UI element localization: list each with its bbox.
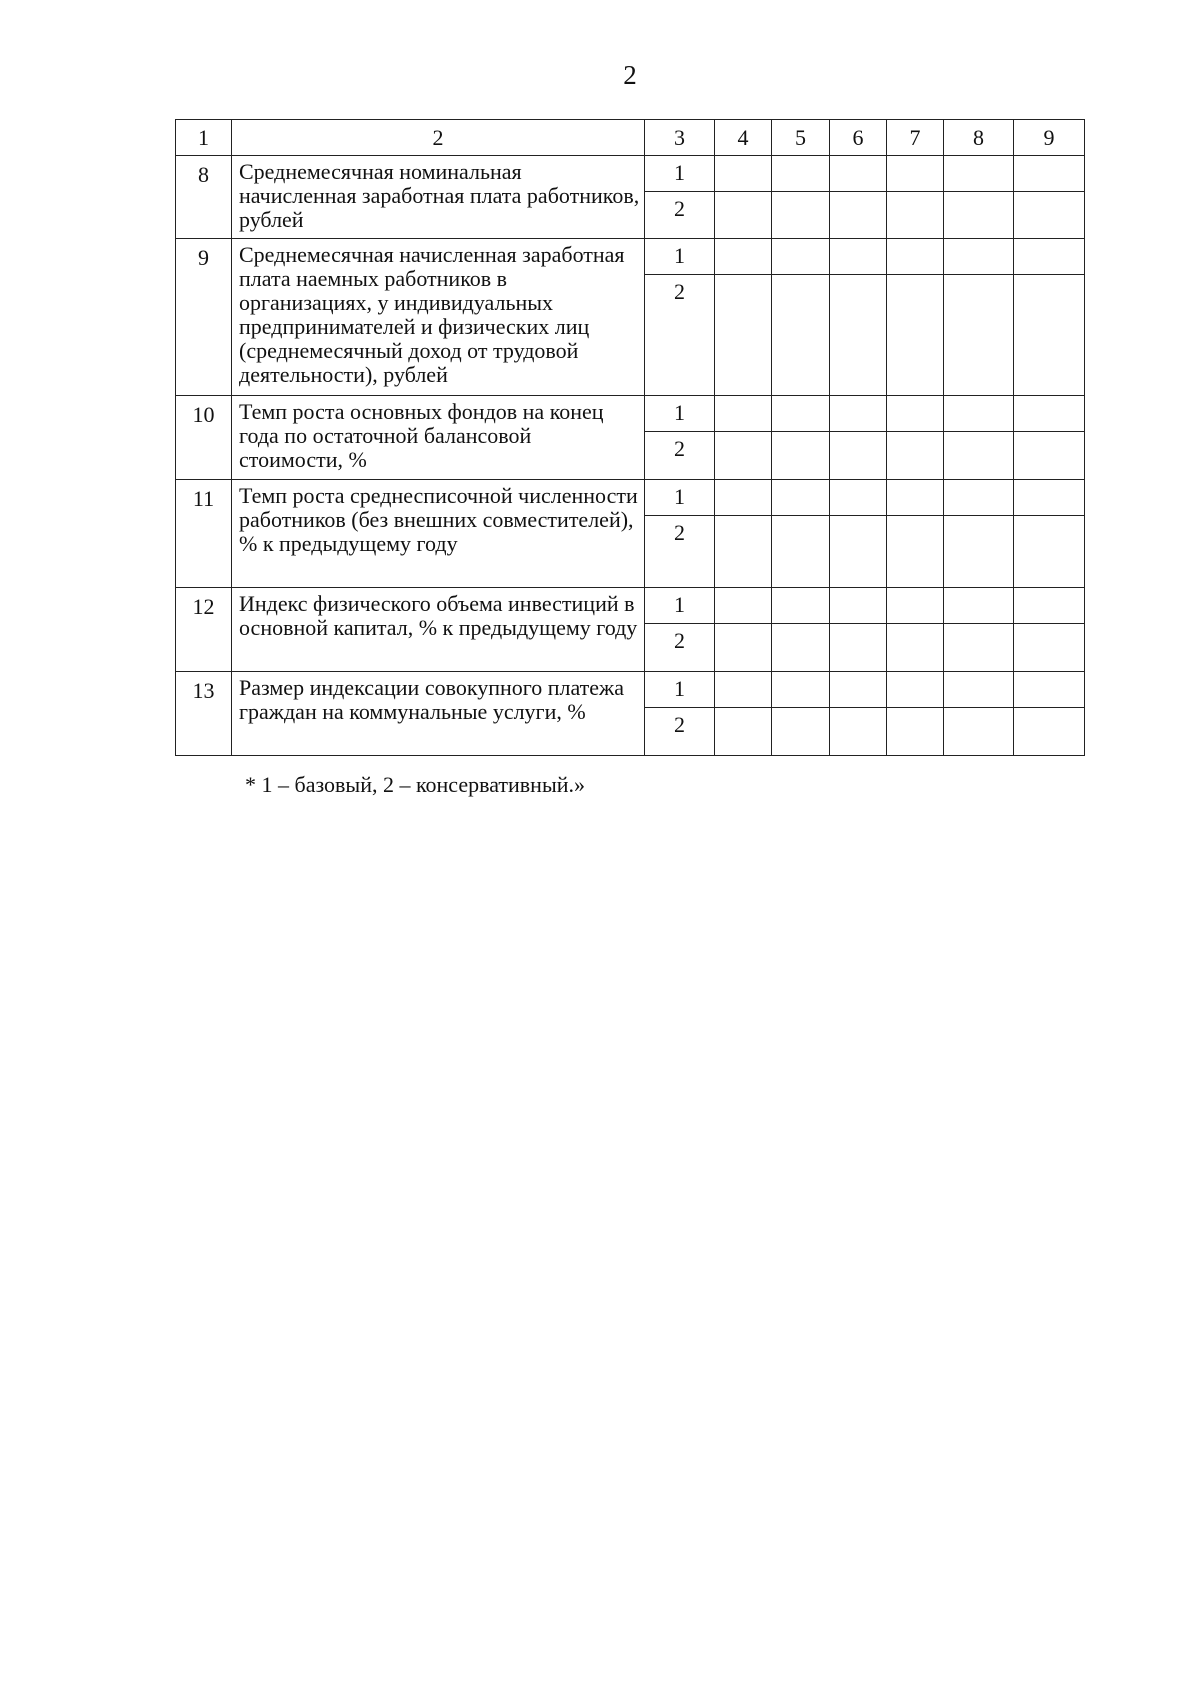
value-cell: [1014, 156, 1085, 192]
table-row: [176, 672, 1085, 708]
variant-cell: 2: [645, 275, 715, 396]
value-cell: [887, 624, 944, 672]
value-cell: [830, 192, 887, 239]
value-cell: [715, 588, 772, 624]
indicator-name: Темп роста среднесписочной численности работников (без внешних совместителей), % к предыдущему году: [232, 480, 645, 588]
value-cell: [772, 432, 830, 480]
indicator-name: Индекс физического объема инвестиций в основной капитал, % к предыдущему году: [232, 588, 645, 672]
value-cell: [1014, 192, 1085, 239]
value-cell: [715, 239, 772, 275]
header-cell: 8: [944, 120, 1014, 156]
value-cell: [772, 192, 830, 239]
variant-cell: 1: [645, 480, 715, 516]
value-cell: [1014, 624, 1085, 672]
value-cell: [887, 275, 944, 396]
value-cell: [772, 624, 830, 672]
variant-cell: 1: [645, 156, 715, 192]
value-cell: [715, 516, 772, 588]
value-cell: [772, 588, 830, 624]
value-cell: [715, 624, 772, 672]
value-cell: [1014, 396, 1085, 432]
value-cell: [830, 239, 887, 275]
header-cell: 4: [715, 120, 772, 156]
value-cell: [830, 275, 887, 396]
footnote: * 1 – базовый, 2 – консервативный.»: [245, 772, 586, 797]
variant-cell: 1: [645, 396, 715, 432]
variant-cell: 2: [645, 516, 715, 588]
value-cell: [1014, 432, 1085, 480]
value-cell: [944, 239, 1014, 275]
table-row: [176, 480, 1085, 516]
value-cell: [715, 156, 772, 192]
table-row: [176, 588, 1085, 624]
value-cell: [830, 156, 887, 192]
value-cell: [830, 588, 887, 624]
value-cell: [887, 480, 944, 516]
header-cell: 9: [1014, 120, 1085, 156]
value-cell: [887, 239, 944, 275]
table-header-row: [176, 120, 1085, 156]
value-cell: [944, 588, 1014, 624]
value-cell: [772, 156, 830, 192]
indicator-name: Среднемесячная номинальная начисленная заработная плата работников, рублей: [232, 156, 645, 239]
value-cell: [887, 156, 944, 192]
value-cell: [1014, 672, 1085, 708]
value-cell: [944, 708, 1014, 756]
value-cell: [772, 672, 830, 708]
value-cell: [830, 516, 887, 588]
value-cell: [1014, 588, 1085, 624]
header-cell: 7: [887, 120, 944, 156]
value-cell: [830, 432, 887, 480]
value-cell: [772, 275, 830, 396]
value-cell: [715, 192, 772, 239]
value-cell: [1014, 275, 1085, 396]
variant-cell: 2: [645, 432, 715, 480]
page-number: 2: [623, 60, 637, 90]
header-cell: 5: [772, 120, 830, 156]
value-cell: [715, 275, 772, 396]
row-number: 13: [176, 672, 232, 756]
value-cell: [1014, 708, 1085, 756]
header-cell: 3: [645, 120, 715, 156]
table-row: [176, 396, 1085, 432]
value-cell: [944, 624, 1014, 672]
value-cell: [944, 156, 1014, 192]
value-cell: [1014, 480, 1085, 516]
variant-cell: 1: [645, 588, 715, 624]
value-cell: [944, 480, 1014, 516]
row-number: 11: [176, 480, 232, 588]
value-cell: [830, 624, 887, 672]
indicator-name: Темп роста основных фондов на конец года по остаточной балансовой стоимости, %: [232, 396, 645, 480]
value-cell: [772, 516, 830, 588]
value-cell: [944, 192, 1014, 239]
value-cell: [830, 708, 887, 756]
value-cell: [887, 516, 944, 588]
header-cell: 2: [232, 120, 645, 156]
value-cell: [887, 708, 944, 756]
value-cell: [944, 275, 1014, 396]
value-cell: [772, 239, 830, 275]
value-cell: [772, 396, 830, 432]
variant-cell: 1: [645, 672, 715, 708]
table-row: [176, 239, 1085, 275]
variant-cell: 1: [645, 239, 715, 275]
value-cell: [830, 396, 887, 432]
value-cell: [715, 708, 772, 756]
table-row: [176, 156, 1085, 192]
indicator-name: Размер индексации совокупного платежа граждан на коммунальные услуги, %: [232, 672, 645, 756]
value-cell: [887, 192, 944, 239]
value-cell: [887, 432, 944, 480]
value-cell: [944, 672, 1014, 708]
row-number: 12: [176, 588, 232, 672]
row-number: 10: [176, 396, 232, 480]
value-cell: [887, 588, 944, 624]
value-cell: [944, 432, 1014, 480]
indicator-name: Среднемесячная начисленная заработная плата наемных работников в организациях, у индивидуальных предпринимателей и физических лиц (среднемесячный доход от трудовой деятельности), рублей: [232, 239, 645, 396]
indicators-table: [175, 119, 1085, 756]
value-cell: [944, 516, 1014, 588]
value-cell: [887, 672, 944, 708]
value-cell: [830, 480, 887, 516]
header-cell: 1: [176, 120, 232, 156]
variant-cell: 2: [645, 624, 715, 672]
value-cell: [715, 480, 772, 516]
header-cell: 6: [830, 120, 887, 156]
value-cell: [772, 480, 830, 516]
value-cell: [772, 708, 830, 756]
value-cell: [944, 396, 1014, 432]
variant-cell: 2: [645, 192, 715, 239]
value-cell: [715, 396, 772, 432]
value-cell: [1014, 239, 1085, 275]
value-cell: [1014, 516, 1085, 588]
value-cell: [887, 396, 944, 432]
value-cell: [715, 672, 772, 708]
value-cell: [715, 432, 772, 480]
variant-cell: 2: [645, 708, 715, 756]
value-cell: [830, 672, 887, 708]
row-number: 8: [176, 156, 232, 239]
row-number: 9: [176, 239, 232, 396]
